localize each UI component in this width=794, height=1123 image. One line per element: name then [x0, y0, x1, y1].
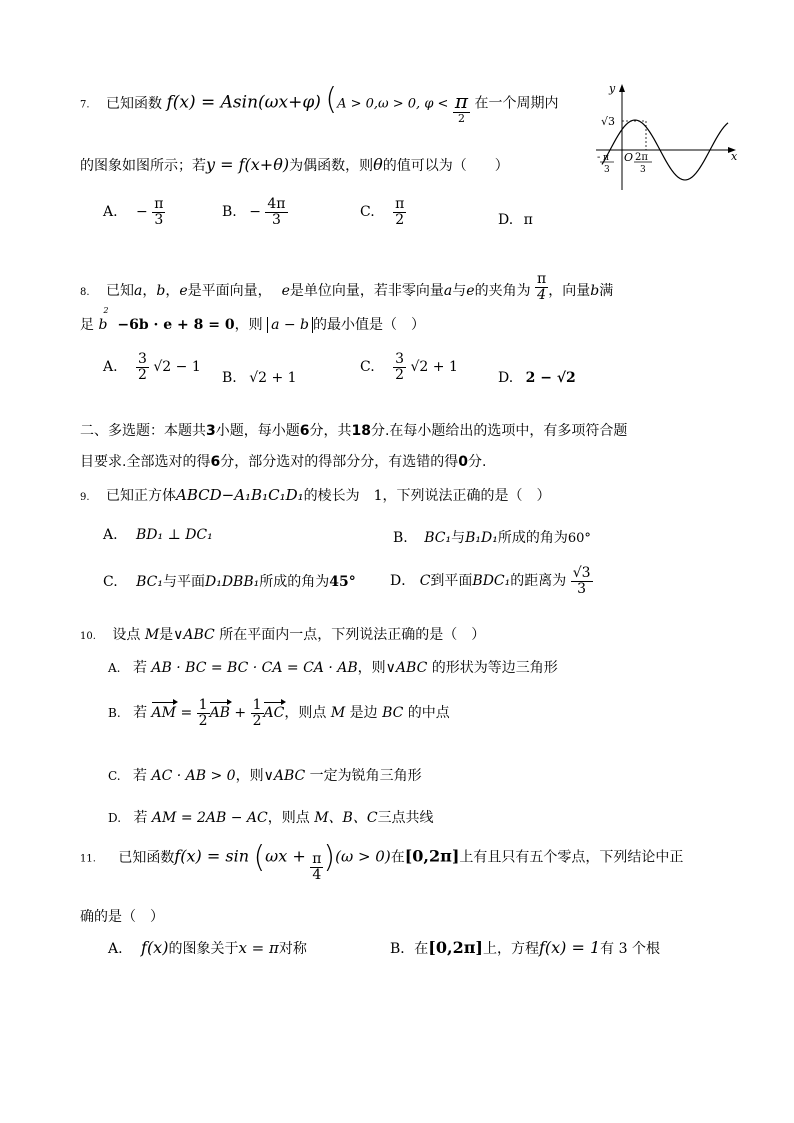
q11-option-b-4: f(x) = 1	[538, 938, 601, 957]
q8-option-b	[222, 370, 297, 386]
q7-y-expr: y = f(x+θ)	[206, 155, 290, 174]
q8-vec-a-2: a	[443, 283, 453, 300]
q7-option-b-den: 3	[271, 211, 281, 228]
q8-text-2: 是平面向量，	[187, 283, 272, 300]
q9-option-c-1: BC₁	[136, 574, 163, 590]
q10-option-d-points: M、B、C	[314, 810, 378, 826]
q9-option-a-label: A.	[103, 527, 118, 543]
q7-sine-graph	[590, 82, 740, 194]
q7-option-b	[222, 197, 288, 227]
q10-triangle: ∨ABC	[173, 627, 215, 643]
q8-option-a-tail: √2 − 1	[153, 359, 201, 376]
q9-option-b	[393, 527, 591, 547]
q8-vec-b-2: b	[590, 283, 600, 300]
q9-option-a	[103, 527, 213, 543]
q8-text-6: ，向量	[548, 283, 591, 300]
q8-option-d-label: D.	[498, 370, 514, 386]
q11-line2	[80, 906, 164, 926]
section-2-text-4: 分.在每小题给出的选项中，有多项符合题	[370, 423, 628, 439]
q10-option-c-3: 一定为锐角三角形	[309, 768, 422, 784]
q10-option-c-label: C.	[108, 769, 121, 783]
q11-interval: [0,2π]	[404, 846, 460, 866]
q10-option-a-label: A.	[108, 661, 121, 675]
q11-option-b-3: 上，方程	[482, 941, 539, 957]
q10-option-b-3: 是边	[349, 705, 378, 722]
q7-theta: θ	[373, 155, 383, 174]
q7-option-a-den: 3	[154, 211, 164, 228]
q7-option-a-sign: −	[136, 204, 148, 221]
q10-option-d-1: 若	[133, 810, 148, 826]
q7-option-a-num: π	[154, 196, 164, 212]
q9-option-d-num: √3	[572, 565, 591, 581]
q10-option-d	[108, 807, 434, 827]
q8-vec-e: e	[179, 283, 188, 300]
q8-option-d	[498, 370, 576, 386]
q10-option-d-label: D.	[108, 811, 122, 825]
q10-option-c-tri: ∨ABC	[263, 768, 306, 784]
q8-comma-2: ，	[165, 283, 180, 300]
q10-option-b-label: B.	[108, 706, 121, 721]
q8-text-8: 足	[80, 317, 94, 333]
graph-origin: O	[624, 151, 634, 164]
q9-option-b-1: BC₁	[424, 530, 452, 546]
q8-eq-sup: 2	[103, 306, 109, 316]
q8-vec-e-2: e	[281, 283, 290, 300]
q7-option-c-label: C.	[360, 204, 375, 221]
q11-option-a-2: 的图象关于	[168, 941, 239, 957]
graph-y-arrow-icon	[619, 84, 625, 92]
q11-inner: ωx +	[265, 846, 306, 866]
q10-option-b-plus: +	[234, 705, 247, 722]
q8-angle-frac	[535, 272, 548, 302]
q10-text-2: 是	[159, 627, 174, 643]
q7-option-d	[498, 212, 533, 228]
q7-text-5: 的值可以为（ ）	[382, 158, 509, 174]
q7-option-a	[103, 197, 165, 227]
q7-text-2: 在一个周期内	[474, 95, 559, 112]
q11-option-a-label: A.	[108, 941, 123, 957]
q9-option-d	[390, 566, 593, 596]
q10-option-a	[108, 657, 558, 677]
q8-text-10: 的最小值是（ ）	[313, 317, 426, 333]
q9-option-d-4: 的距离为	[510, 573, 567, 590]
section-2-n18: 18	[351, 423, 371, 439]
graph-two-pi: 2π	[635, 152, 648, 163]
section-2-line1	[80, 420, 627, 440]
q10-option-b-1: 若	[133, 705, 148, 722]
q10-number: 10.	[80, 631, 96, 642]
q11-text-1: 已知函数	[118, 849, 175, 866]
q10-option-d-expr: AM = 2AB − AC	[151, 810, 268, 826]
q8-option-a-den: 2	[138, 366, 147, 383]
q11-option-b	[390, 938, 660, 958]
q8-option-d-value: 2 − √2	[525, 370, 576, 386]
q7-line1	[80, 82, 559, 125]
q11-option-b-5: 有 3 个根	[600, 941, 660, 957]
graph-neg-label: -	[597, 152, 601, 163]
q7-option-c	[360, 197, 406, 227]
q10-option-b-2: ，则点	[284, 705, 327, 722]
section-2-n6b: 6	[210, 454, 221, 470]
q7-option-c-den: 2	[395, 211, 405, 228]
q9-option-d-den: 3	[577, 580, 587, 597]
q10-option-b-vec-ab: AB	[209, 705, 230, 722]
q10-text-1: 设点	[112, 627, 141, 643]
q7-option-a-label: A.	[103, 204, 118, 221]
q10-option-b-half-1-den: 2	[198, 712, 208, 729]
q7-line2	[80, 155, 509, 175]
q8-option-c-num: 3	[395, 351, 405, 367]
q8-eq-rest: −6b · e + 8 = 0	[112, 317, 235, 333]
q10-option-b-4: 的中点	[407, 705, 450, 722]
q10-option-a-2: ，则	[357, 660, 386, 676]
q10-option-a-3: 的形状为等边三角形	[431, 660, 558, 676]
q8-equation	[98, 306, 235, 333]
q8-text-1: 已知	[106, 283, 134, 300]
q10-option-b-bc: BC	[382, 705, 404, 722]
q8-line2	[80, 306, 426, 334]
q8-text-5: 的夹角为	[474, 283, 531, 300]
q7-func-rhs: Asin(ωx+φ)	[220, 92, 321, 113]
graph-pos-three: 3	[640, 165, 646, 175]
q10-option-b-half-1-num: 1	[198, 697, 208, 713]
q9-option-c	[103, 571, 356, 591]
q8-comma-1: ，	[142, 283, 157, 300]
q10-option-b-eq: =	[180, 705, 193, 722]
q7-option-b-num: 4π	[267, 196, 286, 212]
q9-option-c-3: D₁DBB₁	[205, 574, 260, 590]
graph-y-label: y	[609, 82, 616, 95]
q11-option-a-3: x = π	[238, 939, 279, 957]
q7-option-b-frac	[265, 197, 287, 227]
q7-func-lhs: f(x) =	[166, 92, 221, 113]
q9-option-b-4: 所成的角为	[497, 530, 568, 546]
q7-open-paren: (	[325, 82, 338, 117]
q9-option-d-1: C	[419, 573, 431, 590]
q9-option-d-2: 到平面	[430, 573, 473, 590]
q8-vec-e-3: e	[466, 283, 475, 300]
q8-option-c-frac	[393, 352, 406, 382]
q11-pi-over-4	[310, 852, 323, 882]
q10-option-b-half-2-den: 2	[252, 712, 262, 729]
q11-option-a-1: f(x)	[141, 938, 169, 957]
q9-number: 9.	[80, 492, 90, 503]
q9-option-b-3: B₁D₁	[465, 530, 498, 546]
q10-option-c-2: ，则	[235, 768, 264, 784]
q11-option-a-4: 对称	[278, 941, 307, 957]
q8-option-b-value: √2 + 1	[249, 370, 297, 386]
q11-option-b-1: 在	[414, 941, 429, 957]
graph-x-label: x	[731, 150, 738, 163]
q10-option-a-expr: AB · BC = BC · CA = CA · AB	[151, 660, 358, 676]
q10-point-m: M	[144, 627, 160, 643]
q10-option-c-expr: AC · AB > 0	[151, 768, 236, 784]
q8-number: 8.	[80, 287, 90, 299]
q7-pi: π	[454, 88, 469, 113]
q7-option-b-label: B.	[222, 204, 237, 221]
q7-option-b-sign: −	[249, 204, 261, 221]
q8-vec-b: b	[156, 283, 166, 300]
q8-option-a-frac	[136, 352, 149, 382]
q7-text-3: 的图象如图所示；若	[80, 158, 206, 174]
q8-option-b-label: B.	[222, 370, 237, 386]
q10-option-b-vec-am: AM	[151, 705, 176, 722]
q9-cube: ABCD−A₁B₁C₁D₁	[176, 486, 304, 504]
q10-option-a-1: 若	[132, 660, 147, 676]
section-2-n0: 0	[458, 454, 468, 470]
q10-option-c-1: 若	[133, 768, 148, 784]
q10-text-3: 所在平面内一点，下列说法正确的是（ ）	[219, 627, 486, 643]
q9-option-a-value: BD₁ ⊥ DC₁	[136, 527, 213, 543]
q10-option-a-tri: ∨ABC	[385, 660, 428, 676]
q9-option-d-label: D．	[390, 573, 416, 590]
q10-option-d-2: ，则点	[267, 810, 310, 826]
q11-func: f(x) = sin	[174, 846, 249, 866]
q7-conds: A > 0,ω > 0, φ <	[337, 96, 449, 112]
q10-option-b-half-1	[197, 698, 210, 728]
graph-neg-three: 3	[604, 165, 610, 175]
q11-four: 4	[312, 867, 322, 883]
section-2-n3: 3	[206, 423, 216, 439]
q7-number: 7.	[80, 99, 90, 111]
q8-angle-den: 4	[537, 286, 547, 303]
section-2-text-6: 分，部分选对的得部分分，有选错的得	[220, 454, 459, 470]
q9-option-b-5: 60°	[567, 531, 591, 546]
q9-option-b-label: B.	[393, 530, 408, 546]
q8-angle-num: π	[537, 271, 547, 287]
q10-option-b-m: M	[330, 705, 346, 722]
q8-option-c-tail: √2 + 1	[410, 359, 458, 376]
q9-option-d-frac	[571, 566, 593, 596]
q8-text-7: 满	[599, 283, 614, 300]
q11-line1	[80, 840, 684, 883]
section-2-text-2: 小题，每小题	[215, 423, 300, 439]
section-2-line2	[80, 451, 486, 471]
q7-option-d-label: D.	[498, 212, 514, 228]
q8-text-9: ，则	[234, 317, 263, 333]
q7-option-c-num: π	[395, 196, 405, 212]
q10-option-b-half-2-num: 1	[252, 697, 262, 713]
q11-open-paren: (	[253, 840, 266, 875]
q8-option-c	[360, 352, 458, 382]
q11-option-a	[108, 938, 307, 958]
q7-option-a-frac	[152, 197, 165, 227]
graph-sqrt3-label: √3	[601, 115, 616, 128]
q7-text-4: 为偶函数，则	[289, 158, 374, 174]
q8-text-3: 是单位向量，若非零向量	[289, 283, 444, 300]
q9-line1	[80, 485, 551, 505]
q8-vec-a: a	[134, 283, 143, 300]
q11-pi: π	[312, 851, 322, 868]
q11-cond: (ω > 0)	[335, 847, 391, 866]
graph-neg-pi: π	[603, 153, 609, 163]
q7-pi-over-2	[453, 88, 470, 125]
section-2-n6: 6	[299, 423, 310, 439]
q10-line1	[80, 624, 485, 644]
q10-option-d-3: 三点共线	[377, 810, 434, 826]
q9-option-c-label: C.	[103, 574, 118, 590]
q8-option-a	[103, 352, 201, 382]
q7-two: 2	[457, 111, 465, 125]
q10-option-b-half-2	[251, 698, 264, 728]
q11-text-3: 上有且只有五个零点，下列结论中正	[459, 849, 684, 866]
q11-text-2: 在	[390, 849, 405, 866]
q7-text-1: 已知函数	[106, 95, 162, 112]
q8-option-c-den: 2	[395, 366, 405, 383]
q9-option-b-2: 与	[451, 530, 466, 546]
section-2-text-3: 分，共	[309, 423, 352, 439]
section-2-text-1: 二、多选题：本题共	[80, 423, 206, 439]
q9-option-c-5: 45°	[329, 574, 356, 590]
q9-option-d-3: BDC₁	[472, 573, 511, 590]
q8-option-c-label: C.	[360, 359, 375, 376]
q10-option-b	[108, 698, 450, 728]
q9-text-1: 已知正方体	[106, 488, 176, 504]
q11-text-4: 确的是（ ）	[80, 909, 164, 925]
q7-option-c-frac	[393, 197, 406, 227]
q8-option-a-label: A.	[103, 359, 118, 376]
q8-line1	[80, 271, 614, 306]
q8-eq-b: b	[98, 317, 108, 333]
q9-option-c-2: 与平面	[163, 574, 205, 590]
q11-number: 11.	[80, 853, 96, 865]
q11-option-b-label: B．	[390, 941, 415, 957]
section-2-text-5: 目要求.全部选对的得	[80, 454, 211, 470]
q11-option-b-2: [0,2π]	[428, 938, 483, 957]
q7-option-d-value: π	[523, 212, 533, 228]
q11-close-paren: )	[323, 840, 336, 875]
q9-option-c-4: 所成的角为	[259, 574, 330, 590]
q8-option-a-num: 3	[138, 351, 147, 367]
q10-option-b-vec-ac: AC	[263, 705, 285, 722]
q10-option-c	[108, 765, 422, 785]
q9-text-2: 的棱长为 1，下列说法正确的是（ ）	[303, 488, 551, 504]
q8-text-4: 与	[452, 283, 467, 300]
q8-abs-expr: a − b	[267, 317, 313, 333]
section-2-text-7: 分.	[467, 454, 487, 470]
